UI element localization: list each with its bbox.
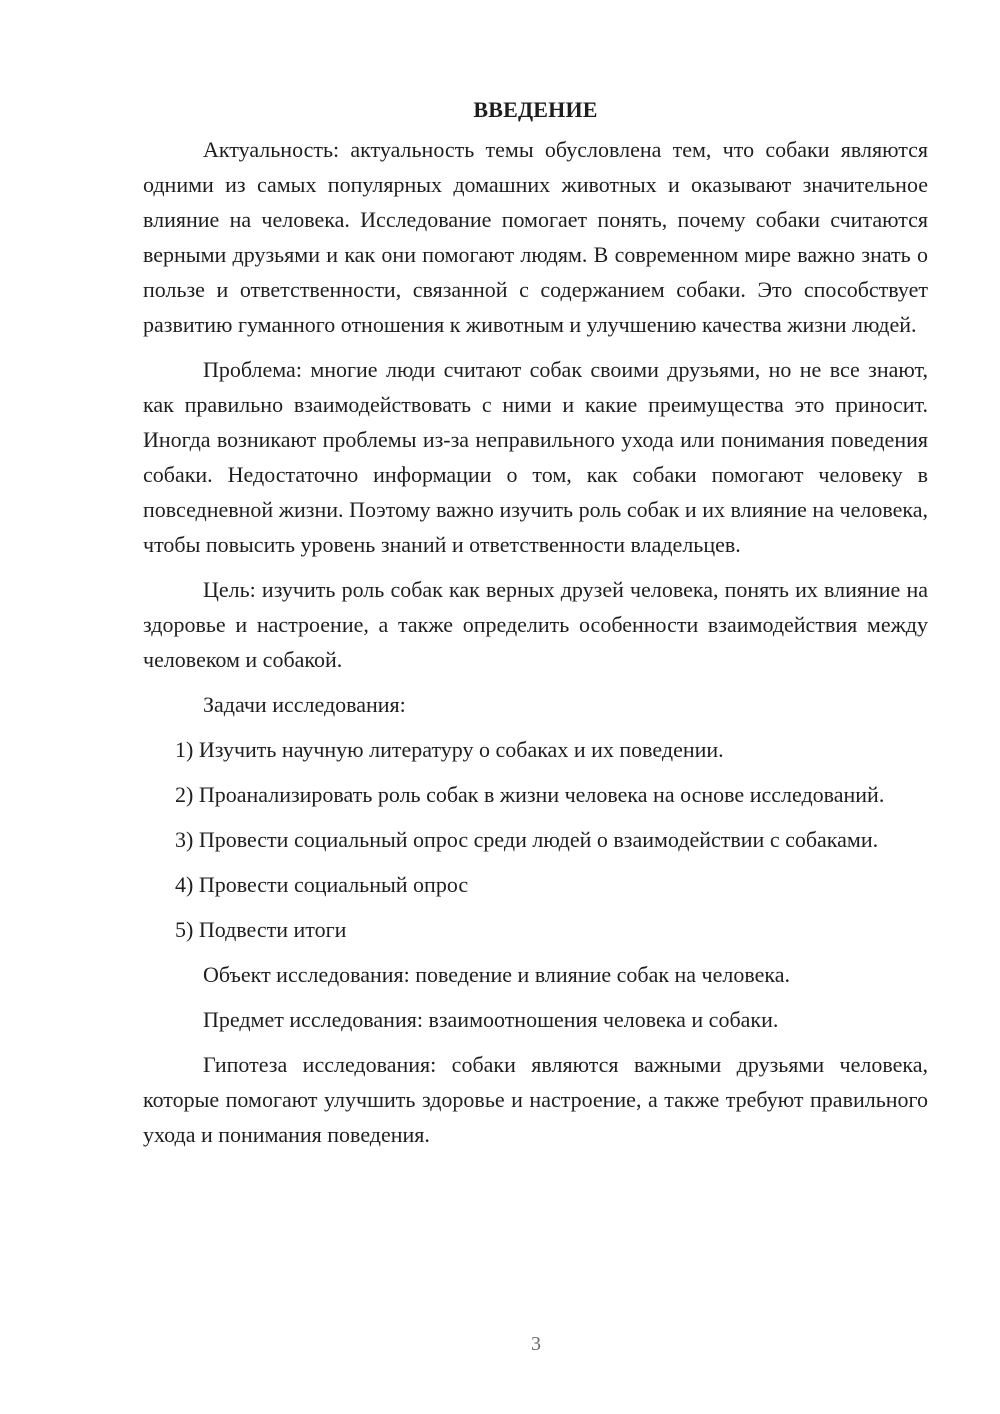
paragraph-goal: Цель: изучить роль собак как верных друзей человека, понять их влияние на здоровье и настроение, а также определить особенности взаимодействия между человеком и собакой. (143, 577, 928, 672)
page-number: 3 (531, 1333, 541, 1355)
paragraph-relevance: Актуальность: актуальность темы обусловлена тем, что собаки являются одними из самых популярных домашних животных и оказывают значительное влияние на человека. Исследование помогает понять, почему собаки считаются верными друзьями и как они помогают людям. В современном мире важно знать о пользе и ответственности, связанной с содержанием собаки. Это способствует развитию гуманного отношения к животным и улучшению качества жизни людей. (143, 137, 928, 337)
paragraph-subject: Предмет исследования: взаимоотношения человека и собаки. (203, 1007, 779, 1032)
task-item-1: 1) Изучить научную литературу о собаках и их поведении. (175, 737, 724, 762)
paragraph-problem: Проблема: многие люди считают собак своими друзьями, но не все знают, как правильно взаимодействовать с ними и какие преимущества это приносит. Иногда возникают проблемы из-за неправильного ухода или понимания поведения собаки. Недостаточно информации о том, как собаки помогают человеку в повседневной жизни. Поэтому важно изучить роль собак и их влияние на человека, чтобы повысить уровень знаний и ответственности владельцев. (143, 357, 928, 557)
task-item-2: 2) Проанализировать роль собак в жизни человека на основе исследований. (175, 782, 885, 807)
page-title: ВВЕДЕНИЕ (473, 97, 598, 122)
task-item-4: 4) Провести социальный опрос (175, 872, 469, 897)
document-page (143, 95, 928, 1162)
paragraph-object: Объект исследования: поведение и влияние собак на человека. (203, 962, 791, 987)
paragraph-hypothesis: Гипотеза исследования: собаки являются важными друзьями человека, которые помогают улучшить здоровье и настроение, а также требуют правильного ухода и понимания поведения. (143, 1052, 928, 1147)
tasks-heading: Задачи исследования: (203, 692, 406, 717)
task-item-3: 3) Провести социальный опрос среди людей о взаимодействии с собаками. (175, 827, 879, 852)
task-item-5: 5) Подвести итоги (175, 917, 347, 942)
